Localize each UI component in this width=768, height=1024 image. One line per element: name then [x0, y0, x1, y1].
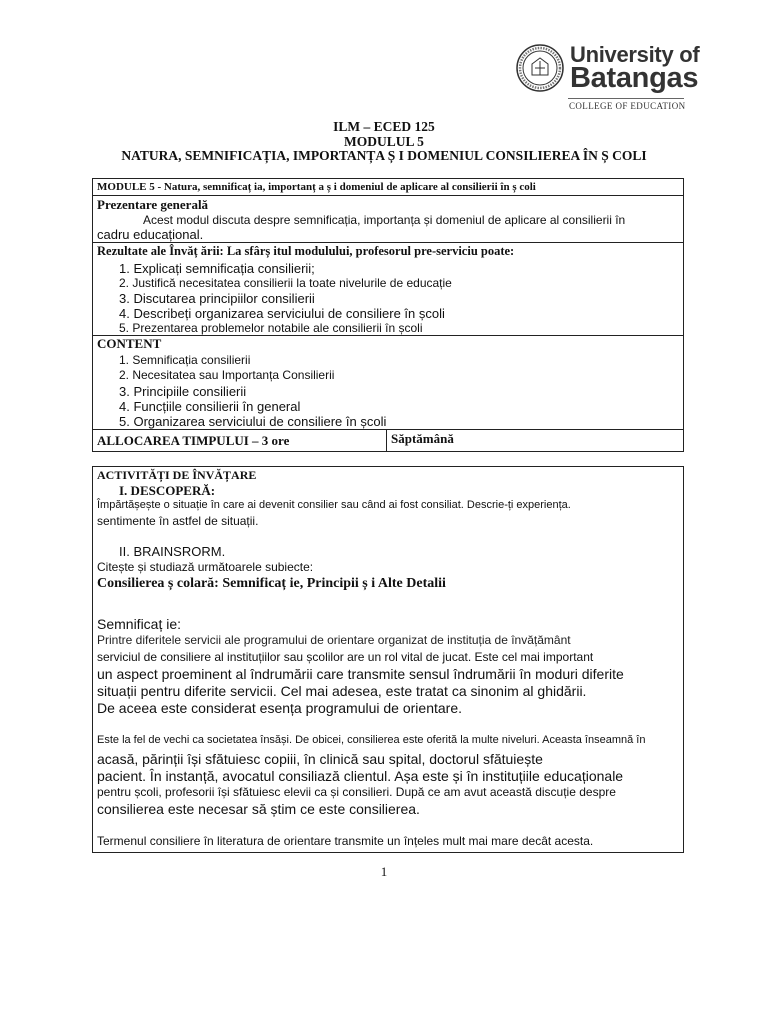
paragraph-line: Termenul consiliere în literatura de orientare transmite un înțeles mult mai mare decât acesta. [97, 834, 594, 848]
college-name: COLLEGE OF EDUCATION [569, 101, 686, 111]
module-title: NATURA, SEMNIFICAȚIA, IMPORTANȚA Ș I DOMENIUL CONSILIEREA ÎN Ș COLI [121, 148, 647, 163]
course-code: ILM – ECED 125 [333, 119, 435, 134]
content-item: 2. Necesitatea sau Importanța Consilierii [119, 368, 335, 382]
module-number: MODULUL 5 [344, 134, 424, 149]
time-allocation-label: ALLOCAREA TIMPULUI – 3 ore [97, 433, 290, 448]
paragraph-line: pacient. În instanță, avocatul consiliază clientul. Așa este și în instituțiile educaționale [97, 768, 624, 784]
paragraph-line: un aspect proeminent al îndrumării care transmite sensul îndrumării în moduri diferite [97, 666, 624, 682]
learning-outcomes-row [93, 242, 683, 337]
time-row-divider [386, 430, 387, 452]
outcome-item: 1. Explicați semnificația consilierii; [119, 261, 315, 276]
outcome-item: 4. Describeți organizarea serviciului de consiliere în școli [119, 306, 445, 321]
content-item: 5. Organizarea serviciului de consiliere în școli [119, 414, 387, 429]
topic-subtitle: Consilierea ș colară: Semnificaț ie, Principii ș i Alte Detalii [97, 576, 446, 591]
module-table-title: MODULE 5 - Natura, semnificaț ia, importanț a ș i domeniul de aplicare al consilierii în ș coli [97, 181, 536, 193]
outcome-item: 2. Justifică necesitatea consilierii la toate nivelurile de educație [119, 276, 452, 290]
paragraph-line: situații pentru diferite servicii. Cel mai adesea, este tratat ca sinonim al ghidării. [97, 683, 587, 699]
paragraph-line: acasă, părinții își sfătuiesc copiii, în clinică sau spital, doctorul sfătuiește [97, 751, 543, 767]
university-seal-icon [516, 44, 564, 92]
meaning-heading: Semnificaț ie: [97, 616, 182, 632]
discover-section-heading: I. DESCOPERĂ: [119, 483, 216, 498]
learning-activities-box [92, 466, 684, 853]
content-item: 3. Principiile consilierii [119, 384, 247, 399]
logo-divider [568, 98, 684, 99]
discover-text-line2: sentimente în astfel de situații. [97, 514, 259, 528]
paragraph-line: De aceea este considerat esența programului de orientare. [97, 700, 462, 716]
paragraph-line: pentru școli, profesorii își sfătuiesc elevii ca și consilieri. După ce am avut această discuție despre [97, 785, 616, 799]
content-row [93, 335, 683, 430]
content-item: 1. Semnificația consilierii [119, 353, 251, 367]
page-number: 1 [380, 864, 388, 879]
read-instruction: Citește și studiază următoarele subiecte: [97, 560, 314, 574]
university-logo [512, 40, 700, 112]
discover-text-line1: Împărtășește o situație în care ai devenit consilier sau când ai fost consiliat. Descrie-ți experiența. [97, 499, 571, 511]
brainstorm-section-heading: II. BRAINSRORM. [119, 544, 226, 559]
overview-row [93, 195, 683, 244]
week-label: Săptămână [391, 431, 454, 446]
time-allocation-row [93, 429, 683, 452]
overview-text-line1: Acest modul discuta despre semnificația, importanța și domeniul de aplicare al consilierii în [143, 213, 626, 227]
outcome-item: 3. Discutarea principiilor consilierii [119, 291, 315, 306]
content-heading: CONTENT [97, 336, 162, 351]
paragraph-line: consilierea este necesar să știm ce este consilierea. [97, 801, 420, 817]
university-name-line1: University of [570, 42, 700, 67]
overview-heading: Prezentare generală [97, 197, 209, 212]
content-item: 4. Funcțiile consilierii în general [119, 399, 301, 414]
overview-text-line2: cadru educațional. [97, 227, 204, 242]
learning-outcomes-heading: Rezultate ale Învăț ării: La sfârș itul modulului, profesorul pre-serviciu poate: [97, 244, 515, 258]
paragraph-line: Este la fel de vechi ca societatea însăși. De obicei, consilierea este oferită la multe niveluri. Aceasta înseamnă în [97, 734, 646, 746]
university-name-line2: Batangas [570, 62, 699, 94]
paragraph-line: serviciul de consiliere al instituțiilor sau școlilor are un rol vital de jucat. Este cel mai important [97, 650, 594, 664]
module-table [92, 178, 684, 452]
outcome-item: 5. Prezentarea problemelor notabile ale consilierii în școli [119, 321, 423, 335]
activities-heading: ACTIVITĂȚI DE ÎNVĂȚARE [97, 468, 257, 482]
paragraph-line: Printre diferitele servicii ale programului de orientare organizat de instituția de învățământ [97, 633, 571, 647]
